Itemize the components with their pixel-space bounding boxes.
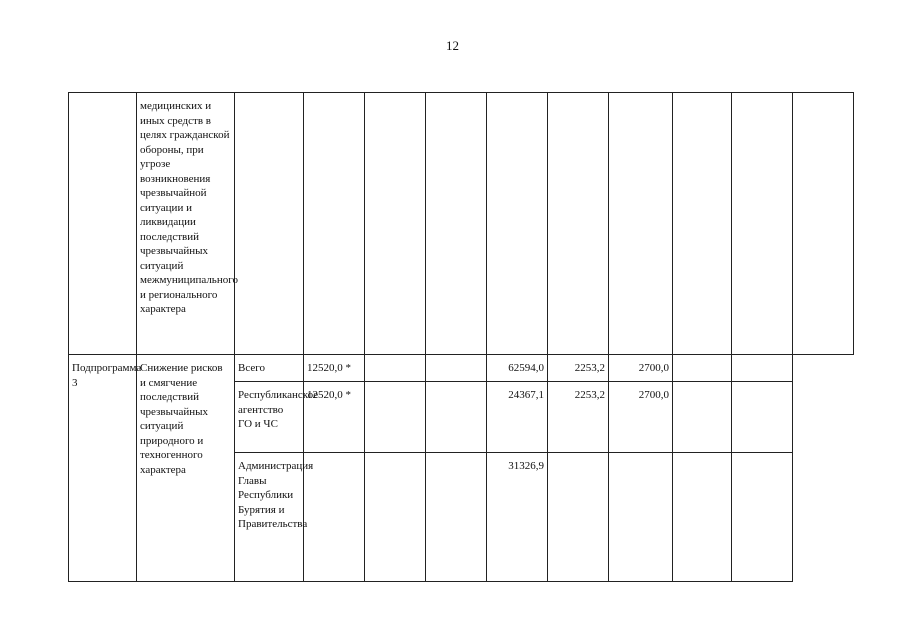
value-cell <box>732 453 793 582</box>
table-row <box>69 355 854 382</box>
value-cell <box>365 382 426 453</box>
subprogram-title: Снижение рисков и смягчение последствий чрезвычайных ситуаций природного и техногенного характера <box>137 355 235 582</box>
value-cell: 24367,1 <box>487 382 548 453</box>
value-cell: 2253,2 <box>548 382 609 453</box>
subprogram-label: Подпрограмма 3 <box>69 355 137 582</box>
value-cell <box>548 453 609 582</box>
table-row <box>69 93 854 355</box>
value-cell <box>426 453 487 582</box>
empty-cell <box>673 93 732 355</box>
value-cell <box>365 355 426 382</box>
source-cell: Администрация Главы Республики Бурятия и Правительства <box>235 453 304 582</box>
empty-cell <box>69 93 137 355</box>
empty-cell <box>304 93 365 355</box>
value-cell: 2253,2 <box>548 355 609 382</box>
empty-cell <box>487 93 548 355</box>
empty-cell <box>235 93 304 355</box>
empty-cell <box>548 93 609 355</box>
value-cell <box>426 382 487 453</box>
description-cell: медицинских и иных средств в целях гражданской обороны, при угрозе возникновения чрезвычайной ситуации и ликвидации последствий чрезвычайных ситуаций межмуниципального и регионального характера <box>137 93 235 355</box>
program-table <box>68 92 854 582</box>
empty-cell <box>426 93 487 355</box>
source-cell: Республиканское агентство ГО и ЧС <box>235 382 304 453</box>
empty-cell <box>732 93 793 355</box>
source-cell: Всего <box>235 355 304 382</box>
value-cell <box>365 453 426 582</box>
empty-cell <box>365 93 426 355</box>
value-cell: 2700,0 <box>609 355 673 382</box>
value-cell <box>426 355 487 382</box>
value-cell: 12520,0 * <box>304 382 365 453</box>
value-cell <box>673 355 732 382</box>
empty-cell <box>609 93 673 355</box>
value-cell <box>732 382 793 453</box>
value-cell: 2700,0 <box>609 382 673 453</box>
empty-cell <box>793 93 854 355</box>
page-number: 12 <box>446 38 459 53</box>
value-cell <box>609 453 673 582</box>
value-cell: 31326,9 <box>487 453 548 582</box>
value-cell: 12520,0 * <box>304 355 365 382</box>
value-cell: 62594,0 <box>487 355 548 382</box>
value-cell <box>732 355 793 382</box>
value-cell <box>673 382 732 453</box>
value-cell <box>673 453 732 582</box>
